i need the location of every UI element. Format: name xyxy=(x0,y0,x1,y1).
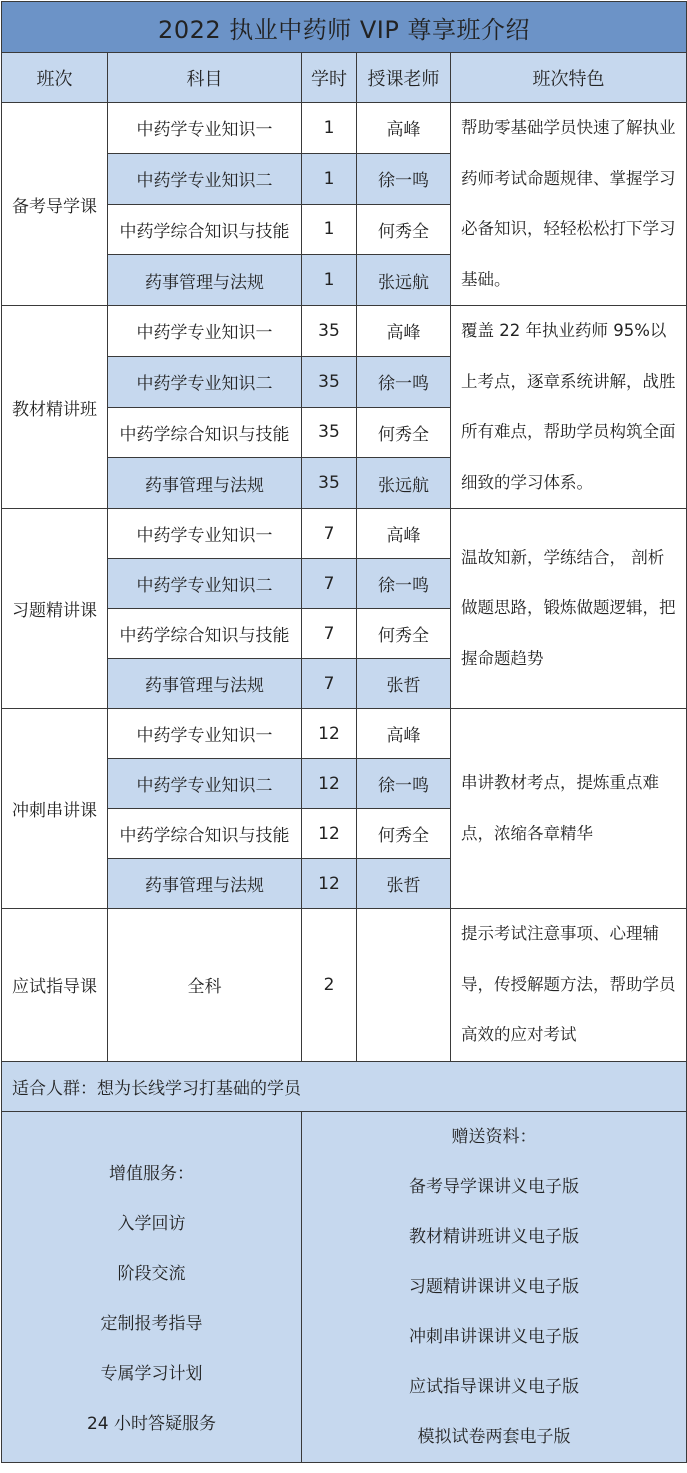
header-hours: 学时 xyxy=(302,53,357,103)
list-item: 定制报考指导 xyxy=(100,1313,203,1334)
header-subject: 科目 xyxy=(108,53,302,103)
list-item: 入学回访 xyxy=(117,1213,186,1234)
header-row xyxy=(2,53,687,103)
subject-cell: 全科 xyxy=(108,909,302,1062)
hours-cell: 7 xyxy=(302,559,357,609)
hours-cell: 12 xyxy=(302,759,357,809)
value-services-title: 增值服务： xyxy=(109,1163,194,1184)
class-name-cell: 应试指导课 xyxy=(2,909,108,1062)
list-item: 模拟试卷两套电子版 xyxy=(417,1426,571,1447)
teacher-cell: 高峰 xyxy=(357,306,451,357)
teacher-cell: 徐一鸣 xyxy=(357,759,451,809)
teacher-cell: 徐一鸣 xyxy=(357,559,451,609)
features-cell: 串讲教材考点，提炼重点难点，浓缩各章精华 xyxy=(451,709,687,909)
list-item: 阶段交流 xyxy=(117,1263,186,1284)
subject-cell: 中药学专业知识二 xyxy=(108,153,302,204)
teacher-cell: 何秀全 xyxy=(357,204,451,255)
teacher-cell: 张远航 xyxy=(357,458,451,509)
features-cell: 提示考试注意事项、心理辅导，传授解题方法，帮助学员高效的应对考试 xyxy=(451,909,687,1062)
teacher-cell: 何秀全 xyxy=(357,809,451,859)
subject-cell: 中药学综合知识与技能 xyxy=(108,407,302,458)
table-row xyxy=(2,103,687,154)
list-item: 备考导学课讲义电子版 xyxy=(409,1176,580,1197)
services-row xyxy=(2,1111,687,1462)
hours-cell: 35 xyxy=(302,458,357,509)
subject-cell: 中药学专业知识二 xyxy=(108,759,302,809)
page-title: 2022 执业中药师 VIP 尊享班介绍 xyxy=(2,2,687,53)
hours-cell: 1 xyxy=(302,153,357,204)
subject-cell: 药事管理与法规 xyxy=(108,255,302,306)
teacher-cell: 徐一鸣 xyxy=(357,356,451,407)
exam-guide-row xyxy=(2,909,687,1062)
class-name-cell: 教材精讲班 xyxy=(2,306,108,509)
subject-cell: 中药学专业知识一 xyxy=(108,709,302,759)
list-item: 24 小时答疑服务 xyxy=(86,1413,217,1434)
teacher-cell: 徐一鸣 xyxy=(357,153,451,204)
hours-cell: 12 xyxy=(302,859,357,909)
subject-cell: 中药学综合知识与技能 xyxy=(108,609,302,659)
hours-cell: 1 xyxy=(302,255,357,306)
course-table xyxy=(1,1,687,1463)
subject-cell: 中药学专业知识二 xyxy=(108,559,302,609)
features-cell: 帮助零基础学员快速了解执业药师考试命题规律、掌握学习必备知识，轻轻松松打下学习基础。 xyxy=(451,103,687,306)
features-cell: 覆盖 22 年执业药师 95%以上考点，逐章系统讲解，战胜所有难点，帮助学员构筑全面细致的学习体系。 xyxy=(451,306,687,509)
hours-cell: 35 xyxy=(302,407,357,458)
teacher-cell: 高峰 xyxy=(357,709,451,759)
list-item: 专属学习计划 xyxy=(100,1363,203,1384)
gifts-cell xyxy=(302,1111,687,1462)
gifts-title: 赠送资料： xyxy=(451,1126,537,1147)
list-item: 冲刺串讲课讲义电子版 xyxy=(409,1326,580,1347)
hours-cell: 1 xyxy=(302,103,357,154)
features-cell: 温故知新，学练结合， 剖析做题思路，锻炼做题逻辑，把握命题趋势 xyxy=(451,509,687,709)
subject-cell: 中药学专业知识二 xyxy=(108,356,302,407)
subject-cell: 药事管理与法规 xyxy=(108,859,302,909)
subject-cell: 药事管理与法规 xyxy=(108,659,302,709)
list-item: 教材精讲班讲义电子版 xyxy=(409,1226,580,1247)
class-name-cell: 冲刺串讲课 xyxy=(2,709,108,909)
header-teacher: 授课老师 xyxy=(357,53,451,103)
teacher-cell: 张哲 xyxy=(357,859,451,909)
subject-cell: 中药学专业知识一 xyxy=(108,306,302,357)
header-features: 班次特色 xyxy=(451,53,687,103)
subject-cell: 中药学综合知识与技能 xyxy=(108,204,302,255)
teacher-cell: 何秀全 xyxy=(357,609,451,659)
teacher-cell xyxy=(357,909,451,1062)
value-services-cell xyxy=(2,1111,302,1462)
table-row xyxy=(2,306,687,357)
teacher-cell: 高峰 xyxy=(357,509,451,559)
audience-note: 适合人群：想为长线学习打基础的学员 xyxy=(2,1061,687,1111)
table-row xyxy=(2,709,687,759)
hours-cell: 7 xyxy=(302,509,357,559)
hours-cell: 12 xyxy=(302,709,357,759)
header-class: 班次 xyxy=(2,53,108,103)
class-name-cell: 习题精讲课 xyxy=(2,509,108,709)
class-name-cell: 备考导学课 xyxy=(2,103,108,306)
hours-cell: 7 xyxy=(302,659,357,709)
hours-cell: 35 xyxy=(302,356,357,407)
hours-cell: 12 xyxy=(302,809,357,859)
teacher-cell: 高峰 xyxy=(357,103,451,154)
list-item: 应试指导课讲义电子版 xyxy=(409,1376,580,1397)
teacher-cell: 张远航 xyxy=(357,255,451,306)
hours-cell: 7 xyxy=(302,609,357,659)
subject-cell: 中药学专业知识一 xyxy=(108,509,302,559)
list-item: 习题精讲课讲义电子版 xyxy=(409,1276,580,1297)
hours-cell: 1 xyxy=(302,204,357,255)
subject-cell: 中药学综合知识与技能 xyxy=(108,809,302,859)
subject-cell: 药事管理与法规 xyxy=(108,458,302,509)
subject-cell: 中药学专业知识一 xyxy=(108,103,302,154)
hours-cell: 2 xyxy=(302,909,357,1062)
hours-cell: 35 xyxy=(302,306,357,357)
teacher-cell: 张哲 xyxy=(357,659,451,709)
teacher-cell: 何秀全 xyxy=(357,407,451,458)
table-row xyxy=(2,509,687,559)
